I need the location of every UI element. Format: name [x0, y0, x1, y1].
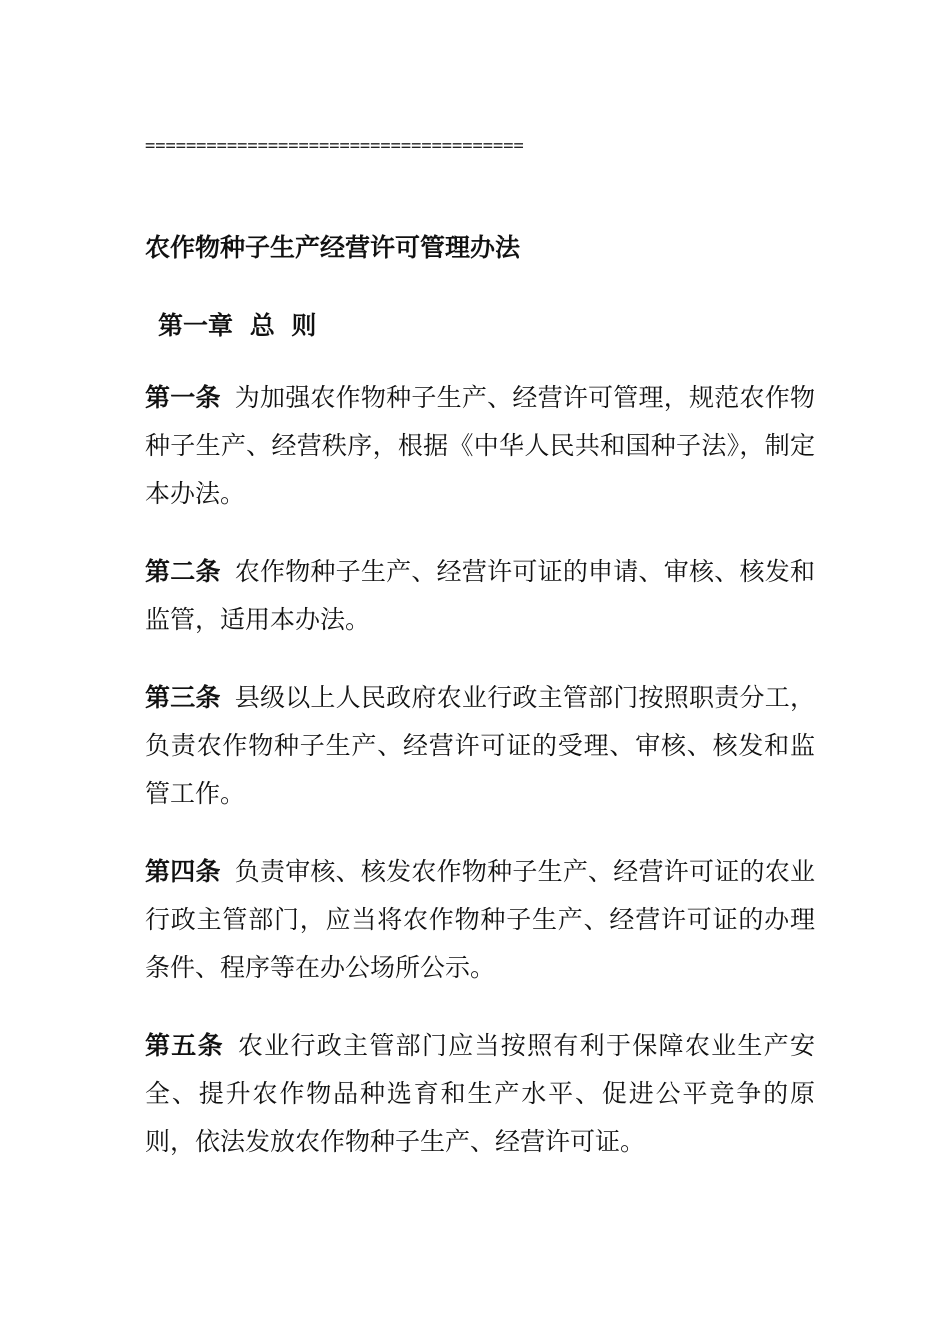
article-1 [145, 374, 815, 518]
document-title: 农作物种子生产经营许可管理办法 [145, 233, 521, 262]
article-5 [145, 1022, 815, 1166]
article-label: 第四条 [145, 857, 221, 886]
article-label: 第二条 [145, 557, 221, 586]
article-label: 第一条 [145, 383, 221, 412]
separator-line: ===================================== [145, 136, 524, 156]
article-label: 第五条 [145, 1031, 224, 1060]
article-3 [145, 674, 815, 818]
article-text: 农作物种子生产、经营许可证的申请、审核、核发和监管，适用本办法。 [145, 557, 815, 634]
chapter-heading: 第一章 总 则 [158, 311, 317, 340]
article-text: 农业行政主管部门应当按照有利于保障农业生产安全、提升农作物品种选育和生产水平、促进公平竞争的原则，依法发放农作物种子生产、经营许可证。 [145, 1031, 815, 1156]
article-text: 县级以上人民政府农业行政主管部门按照职责分工，负责农作物种子生产、经营许可证的受理、审核、核发和监管工作。 [145, 683, 815, 808]
article-text: 负责审核、核发农作物种子生产、经营许可证的农业行政主管部门，应当将农作物种子生产、经营许可证的办理条件、程序等在办公场所公示。 [145, 857, 815, 982]
article-text: 为加强农作物种子生产、经营许可管理，规范农作物种子生产、经营秩序，根据《中华人民共和国种子法》，制定本办法。 [145, 383, 815, 508]
article-2 [145, 548, 815, 644]
article-label: 第三条 [145, 683, 221, 712]
article-4 [145, 848, 815, 992]
